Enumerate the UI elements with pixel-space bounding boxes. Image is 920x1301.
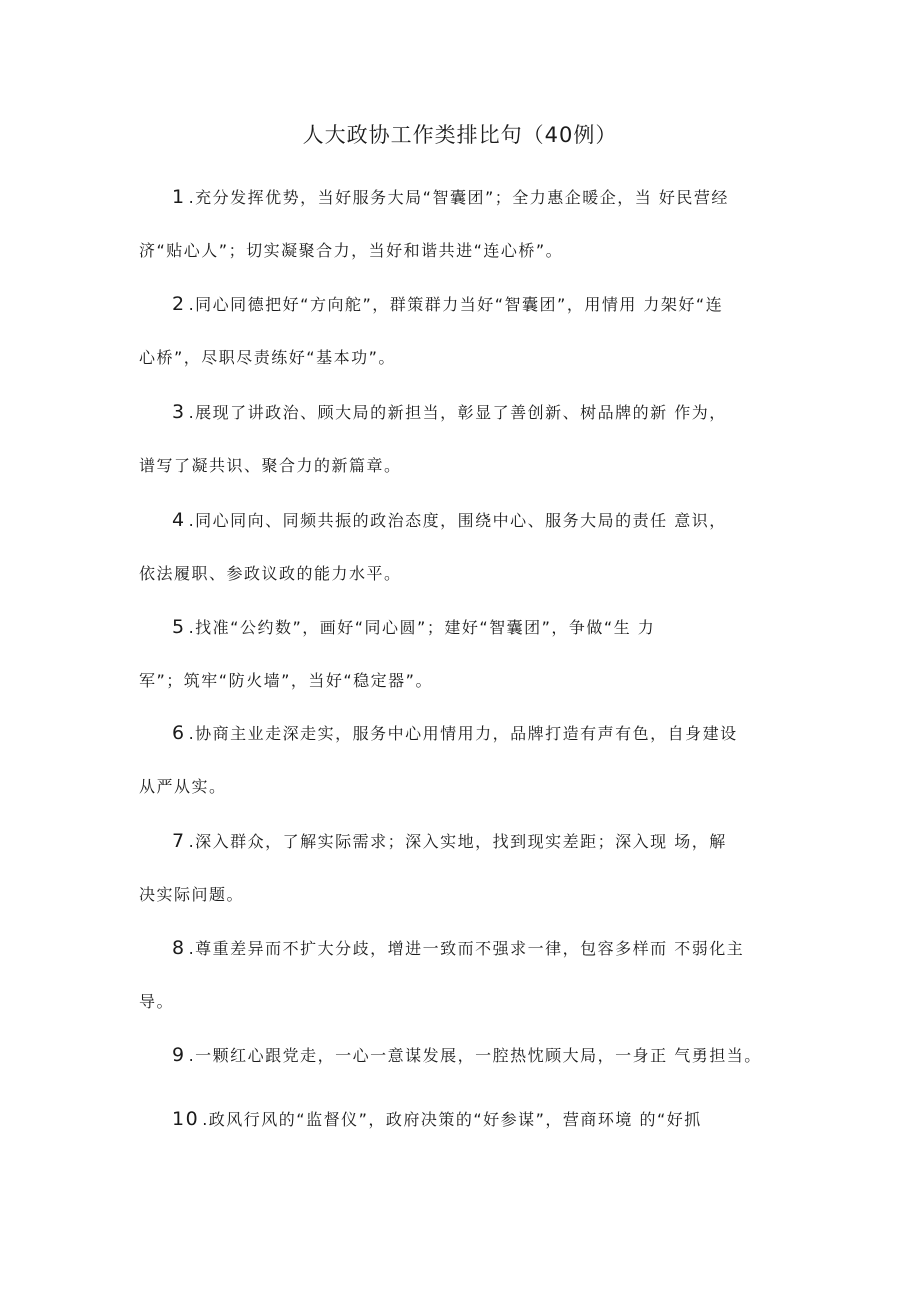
list-item <box>139 1093 799 1146</box>
list-item <box>139 922 799 1028</box>
item-number: 10 <box>172 1108 200 1130</box>
item-number: 2 <box>172 293 186 315</box>
item-number: 3 <box>172 401 186 423</box>
item-text-line: .尊重差异而不扩大分歧，增进一致而不强求一律，包容多样而 不弱化主 <box>188 939 745 958</box>
item-number: 9 <box>172 1044 186 1066</box>
item-text-line: 军”；筑牢“防火墙”，当好“稳定器”。 <box>139 671 433 690</box>
item-text-line: .协商主业走深走实，服务中心用情用力，品牌打造有声有色，自身建设 <box>188 724 738 743</box>
item-text-line: 导。 <box>139 992 175 1011</box>
document-title: 人大政协工作类排比句（40例） <box>302 123 618 147</box>
item-number: 6 <box>172 722 186 744</box>
list-item <box>139 386 799 492</box>
item-text-line: .深入群众，了解实际需求；深入实地，找到现实差距；深入现 场，解 <box>188 832 727 851</box>
item-number: 4 <box>172 509 186 531</box>
item-number: 7 <box>172 830 186 852</box>
item-text-line: .展现了讲政治、顾大局的新担当，彰显了善创新、树品牌的新 作为， <box>188 403 727 422</box>
item-text-line: .一颗红心跟党走，一心一意谋发展，一腔热忱顾大局，一身正 气勇担当。 <box>188 1046 762 1065</box>
list-item <box>139 278 799 384</box>
list-item <box>139 1029 799 1082</box>
list-item <box>139 171 799 277</box>
item-text-line: .充分发挥优势，当好服务大局“智囊团”；全力惠企暖企，当 好民营经 <box>188 188 729 207</box>
item-text-line: .找准“公约数”，画好“同心圆”；建好“智囊团”，争做“生 力 <box>188 618 656 637</box>
list-item <box>139 494 799 600</box>
item-text-line: 济“贴心人”；切实凝聚合力，当好和谐共进“连心桥”。 <box>139 241 564 260</box>
list-item <box>139 601 799 707</box>
item-text-line: 从严从实。 <box>139 777 227 796</box>
item-number: 5 <box>172 616 186 638</box>
item-text-line: 心桥”，尽职尽责练好“基本功”。 <box>139 348 396 367</box>
item-text-line: 谱写了凝共识、聚合力的新篇章。 <box>139 456 402 475</box>
item-text-line: .同心同德把好“方向舵”，群策群力当好“智囊团”，用情用 力架好“连 <box>188 295 724 314</box>
list-item <box>139 707 799 813</box>
item-text-line: 依法履职、参政议政的能力水平。 <box>139 564 402 583</box>
item-number: 8 <box>172 937 186 959</box>
list-item <box>139 815 799 921</box>
item-text-line: .政风行风的“监督仪”，政府决策的“好参谋”，营商环境 的“好抓 <box>202 1110 702 1129</box>
item-text-line: 决实际问题。 <box>139 885 245 904</box>
item-text-line: .同心同向、同频共振的政治态度，围绕中心、服务大局的责任 意识， <box>188 511 727 530</box>
item-number: 1 <box>172 186 186 208</box>
